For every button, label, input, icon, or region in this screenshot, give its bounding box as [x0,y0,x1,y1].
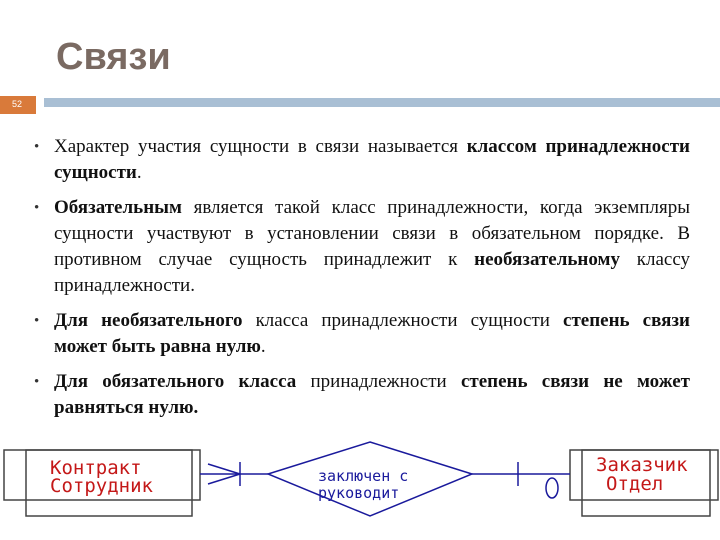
relationship-line2: руководит [318,484,400,502]
bullet-text [54,371,690,418]
bullet-fragment: . [260,336,266,357]
bullet-icon: • [34,200,40,216]
bullet-fragment: Характер участия сущности в связи называется [54,136,467,157]
bullet-fragment: является такой класс принадлежности, когда экземпляры сущности участвуют в установлении связи в обязательном порядке. В противном случае сущность принадлежит к [54,197,690,270]
bullet-list [34,134,690,430]
bullet-item [34,308,690,360]
bullet-icon: • [34,139,40,155]
bullet-fragment-bold: Для обязательного класса [54,371,297,392]
right-entity-line2: Отдел [606,473,664,495]
bullet-icon: • [34,374,40,390]
bullet-text [54,197,690,296]
left-entity-line2: Сотрудник [50,475,153,497]
bullet-fragment-bold: Обязательным [54,197,182,218]
relationship-line1: заключен с [318,467,409,485]
bullet-fragment-bold: Для необязательного [54,310,243,331]
bullet-fragment-bold: степень связи не может равняться нулю. [54,371,690,418]
bullet-fragment-bold: классом принадлежности сущности [54,136,691,183]
bullet-fragment-bold: необязательному [474,249,620,270]
bullet-item [34,369,690,421]
slide-title: Связи [56,36,171,78]
bullet-fragment: класса принадлежности сущности [242,310,564,331]
slide-number: 52 [12,99,23,109]
left-entity-line1: Контракт [50,457,142,479]
bullet-fragment-bold: степень связи может быть равна нулю [54,310,690,357]
bullet-item [34,195,690,299]
bullet-fragment: . [136,162,142,183]
bullet-item [34,134,690,186]
bullet-fragment: классу принадлежности. [54,249,691,296]
bullet-icon: • [34,313,40,329]
bullet-text [54,136,690,183]
bullet-text [54,310,690,357]
right-entity-line1: Заказчик [596,454,688,476]
bullet-fragment: принадлежности [296,371,461,392]
er-diagram [0,436,720,540]
title-divider [44,98,720,107]
